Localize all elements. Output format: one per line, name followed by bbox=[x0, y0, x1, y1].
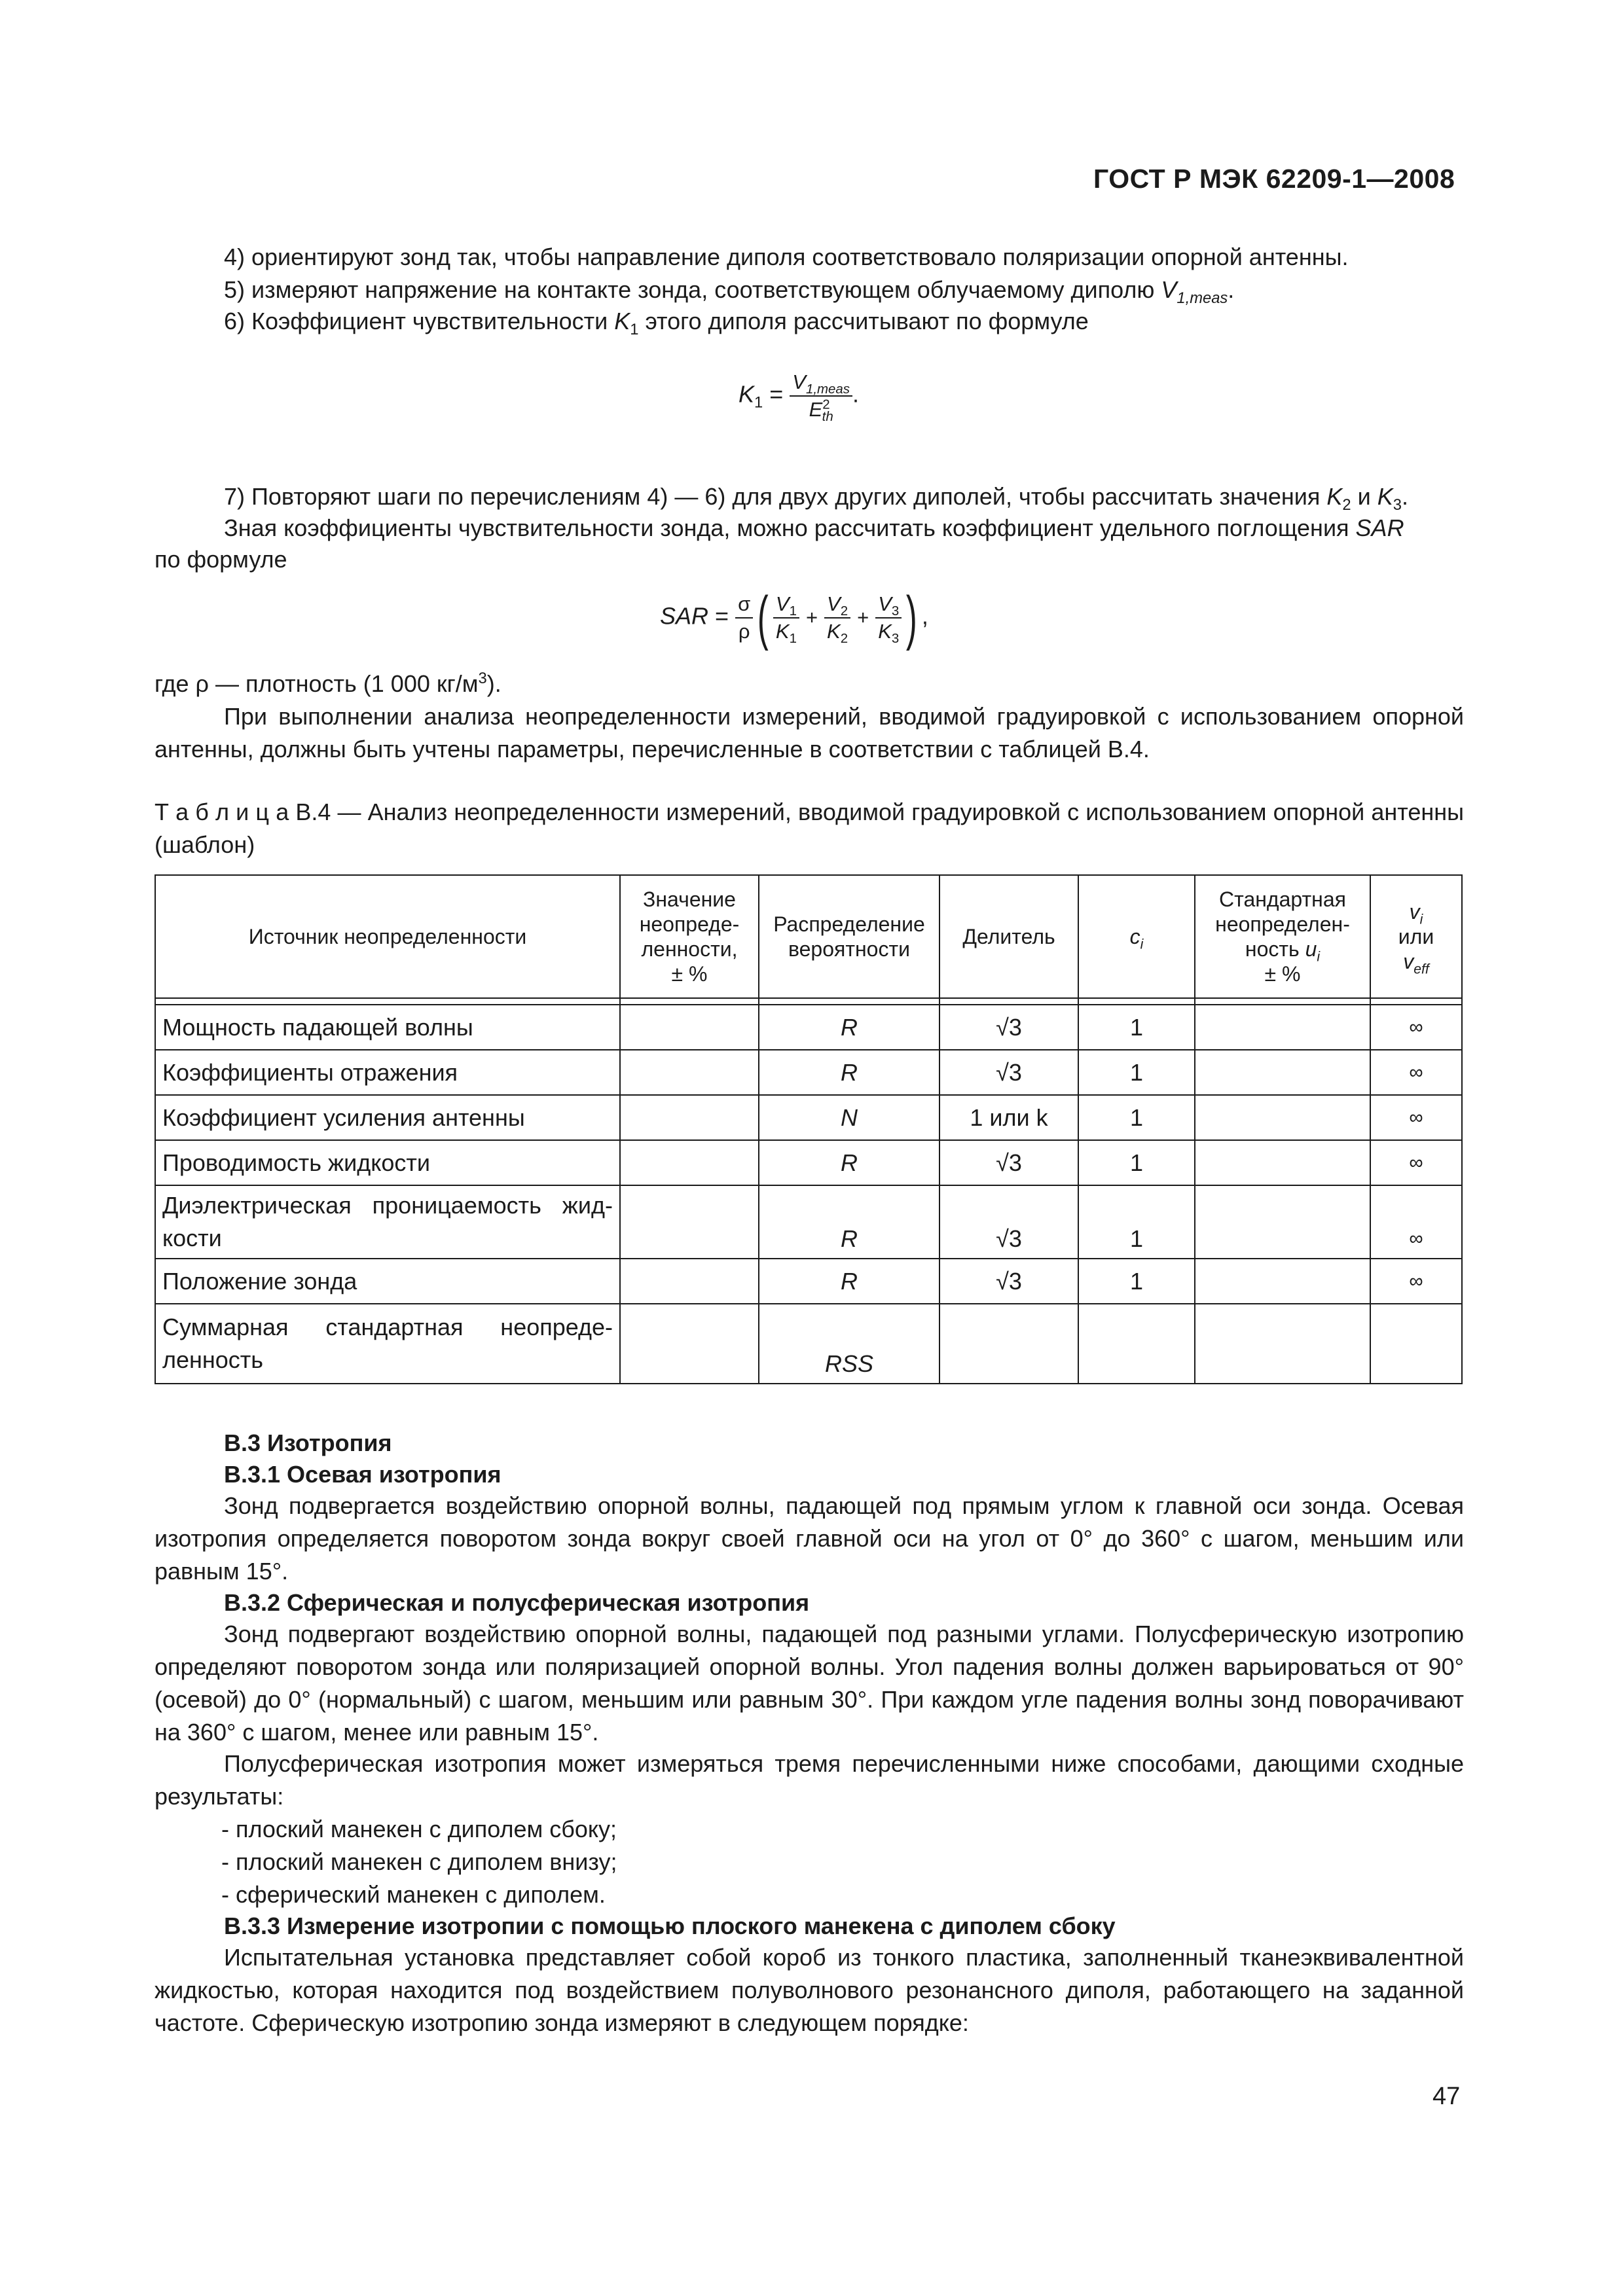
sar-intro: Зная коэффициенты чувствительности зонда, можно рассчитать коэффициент удельного поглощения SAR bbox=[224, 514, 1404, 541]
table-row: Диэлектрическая проницаемость жид- кости R √3 1 ∞ bbox=[155, 1185, 1462, 1259]
list-item: - сферический манекен с диполем. bbox=[221, 1881, 606, 1908]
section-b31-text: Зонд подвергается воздействию опорной волны, падающей под прямым углом к главной оси зонда. Осевая изотропия определяется поворотом зонда вокруг своей главной оси на угол от 0° до 360° с шагом, меньшим или равным 15°. bbox=[155, 1492, 1464, 1585]
section-b32-heading: В.3.2 Сферическая и полусферическая изотропия bbox=[224, 1589, 810, 1616]
uncertainty-table bbox=[155, 874, 1463, 1384]
table-row: Проводимость жидкости R √3 1 ∞ bbox=[155, 1140, 1462, 1185]
col-divisor-header: Делитель bbox=[939, 875, 1078, 998]
uncertainty-paragraph: При выполнении анализа неопределенности измерений, вводимой градуировкой с использованием опорной антенны, должны быть учтены параметры, перечисленные в соответствии с таблицей В.4. bbox=[155, 703, 1464, 762]
sar-intro-line2: по формуле bbox=[155, 546, 287, 573]
col-distribution-header: Распределение вероятности bbox=[759, 875, 939, 998]
table-caption: Т а б л и ц а В.4 — Анализ неопределенности измерений, вводимой градуировкой с использованием опорной антенны (шаблон) bbox=[155, 798, 1464, 858]
table-row: Коэффициент усиления антенны N 1 или k 1 ∞ bbox=[155, 1095, 1462, 1140]
table-row: Мощность падающей волны R √3 1 ∞ bbox=[155, 1005, 1462, 1050]
rho-definition: где ρ — плотность (1 000 $кг/м^3$). bbox=[155, 670, 501, 697]
list-item: - плоский манекен с диполем внизу; bbox=[221, 1848, 617, 1875]
table-row: Положение зонда R √3 1 ∞ bbox=[155, 1259, 1462, 1304]
table-row: Коэффициенты отражения R √3 1 ∞ bbox=[155, 1050, 1462, 1095]
section-b32-text2: Полусферическая изотропия может измеряться тремя перечисленными ниже способами, дающими сходные результаты: bbox=[155, 1750, 1464, 1810]
section-b32-text: Зонд подвергают воздействию опорной волны, падающей под разными углами. Полусферическую изотропию определяют поворотом зонда или поляризацией опорной волны. Угол падения волны должен варьироваться от 90° (осевой) до 0° (нормальный) с шагом, меньшим или равным 30°. При каждом угле падения волны зонд поворачивают на 360° с шагом, менее или равным 15°. bbox=[155, 1621, 1464, 1746]
col-ci-header: $c_i$ bbox=[1078, 875, 1195, 998]
step-6: 6) Коэффициент чувствительности $K_1$ этого диполя рассчитывают по формуле bbox=[224, 308, 1089, 339]
section-b33-heading: В.3.3 Измерение изотропии с помощью плоского манекена с диполем сбоку bbox=[224, 1912, 1116, 1939]
standard-header: ГОСТ Р МЭК 62209-1—2008 bbox=[1093, 164, 1455, 194]
section-b3-heading: В.3 Изотропия bbox=[224, 1429, 392, 1456]
formula-k1: $K_1$ = $\frac{V_{1,meas}}{E^2_{th}}$ . bbox=[739, 370, 860, 425]
table-row: Суммарная стандартная неопреде- ленность RSS bbox=[155, 1304, 1462, 1384]
table-header-row bbox=[155, 875, 1462, 998]
section-b33-text: Испытательная установка представляет собой короб из тонкого пластика, заполненный тканеэквивалентной жидкостью, которая находится под воздействием полуволнового резонансного диполя, работающего на заданной частоте. Сферическую изотропию зонда измеряют в следующем порядке: bbox=[155, 1944, 1464, 2036]
col-dof-header: $v_i$ или $v_{eff}$ bbox=[1370, 875, 1462, 998]
page-number: 47 bbox=[1432, 2083, 1461, 2110]
step-4: 4) ориентируют зонд так, чтобы направление диполя соответствовало поляризации опорной антенны. bbox=[224, 243, 1349, 270]
col-source-header: Источник неопределенности bbox=[155, 875, 620, 998]
formula-sar: SAR = $\frac{\sigma}{\rho}$ ( $\frac{V_1}{K_1}$ + $\frac{V_2}{K_2}$ + $\frac{V_3}{K_3}$ ) , bbox=[660, 584, 928, 651]
section-b31-heading: В.3.1 Осевая изотропия bbox=[224, 1461, 501, 1488]
col-value-header: Значение неопреде- ленности, ± % bbox=[620, 875, 759, 998]
step-5: 5) измеряют напряжение на контакте зонда, соответствующем облучаемому диполю $V_{1,meas}$. bbox=[224, 276, 1235, 308]
fraction: $\frac{V_{1,meas}}{E^2_{th}}$ bbox=[790, 370, 852, 422]
step-7: 7) Повторяют шаги по перечислениям 4) — 6) для двух других диполей, чтобы рассчитать значения $K_2$ и $K_3$. bbox=[224, 483, 1408, 514]
header-separator bbox=[155, 998, 1462, 1005]
col-std-uncertainty-header: Стандартная неопределен- ность $u_i$ ± % bbox=[1195, 875, 1370, 998]
list-item: - плоский манекен с диполем сбоку; bbox=[221, 1816, 617, 1842]
